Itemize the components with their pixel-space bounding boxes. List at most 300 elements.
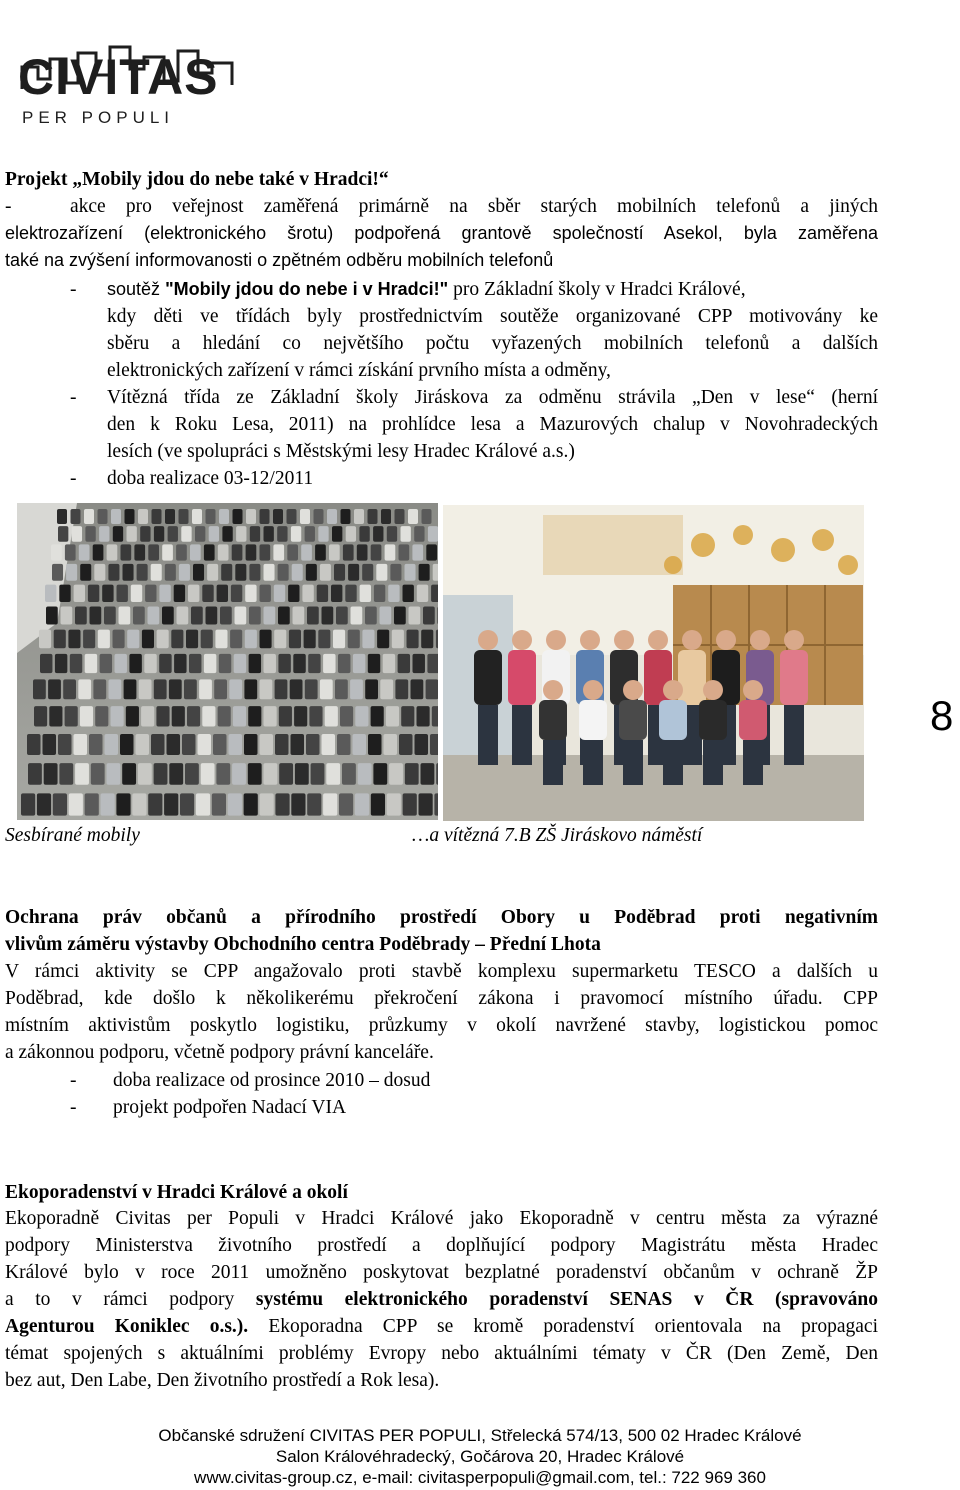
phone-shape <box>327 509 337 524</box>
phone-shape <box>44 763 58 785</box>
person-legs <box>623 740 643 785</box>
phone-shape <box>342 763 356 785</box>
phone-shape <box>395 679 408 699</box>
phone-shape <box>343 544 354 560</box>
phone-shape <box>125 509 135 524</box>
phone-shape <box>417 585 428 602</box>
person-body <box>780 650 808 705</box>
phone-shape <box>308 654 320 673</box>
phone-shape <box>148 544 159 560</box>
phone-shape <box>436 630 438 649</box>
phone-shape <box>70 654 82 673</box>
phone-shape <box>199 679 212 699</box>
bullet1-line1: akce pro veřejnost zaměřená primárně na sběr starých mobilních telefonů a jiných <box>70 196 878 217</box>
phone-shape <box>279 763 293 785</box>
phone-shape <box>336 607 348 625</box>
phone-shape <box>84 509 94 524</box>
caption-phones: Sesbírané mobily <box>5 825 140 846</box>
person-head <box>614 630 634 650</box>
phone-shape <box>323 654 335 673</box>
phone-shape <box>431 585 438 602</box>
phone-shape <box>322 607 334 625</box>
phone-shape <box>291 734 305 755</box>
phone-shape <box>260 544 271 560</box>
phone-shape <box>28 763 42 785</box>
phone-shape <box>196 793 210 815</box>
phone-shape <box>168 526 178 542</box>
phone-shape <box>403 793 417 815</box>
phone-shape <box>264 607 276 625</box>
phone-shape <box>88 585 99 602</box>
phone-shape <box>371 706 384 726</box>
phone-shape <box>275 734 289 755</box>
phone-shape <box>57 509 67 524</box>
phone-shape <box>116 793 130 815</box>
caption-class: …a vítězná 7.B ZŠ Jiráskovo náměstí <box>412 825 703 846</box>
phone-shape <box>115 654 127 673</box>
phone-shape <box>159 585 170 602</box>
phone-shape <box>436 763 438 785</box>
phone-shape <box>127 526 137 542</box>
phone-shape <box>346 526 356 542</box>
phone-shape <box>201 630 213 649</box>
phone-shape <box>345 585 356 602</box>
person-head <box>716 630 736 650</box>
phone-shape <box>204 544 215 560</box>
phone-shape <box>362 630 374 649</box>
person-legs <box>543 740 563 785</box>
phone-shape <box>422 509 432 524</box>
phone-shape <box>260 585 271 602</box>
obory-para-line2: Poděbrad, kde došlo k několikerému překročení zákona i pravomocí místního úřadu. CPP <box>5 988 878 1009</box>
phone-shape <box>394 607 406 625</box>
phone-shape <box>318 526 328 542</box>
phone-shape <box>202 585 213 602</box>
phone-shape <box>179 564 190 581</box>
phone-shape <box>403 585 414 602</box>
phone-shape <box>144 654 156 673</box>
phone-shape <box>305 679 318 699</box>
phone-shape <box>405 763 419 785</box>
phone-shape <box>380 679 393 699</box>
phone-shape <box>278 564 289 581</box>
phone-shape <box>426 544 437 560</box>
phone-shape <box>295 763 309 785</box>
phone-shape <box>373 526 383 542</box>
phone-shape <box>275 793 289 815</box>
phone-shape <box>293 654 305 673</box>
phone-shape <box>413 654 425 673</box>
phone-shape <box>37 793 51 815</box>
phone-shape <box>421 630 433 649</box>
phone-shape <box>332 526 342 542</box>
phone-shape <box>156 706 169 726</box>
person-legs <box>784 705 804 765</box>
phone-shape <box>244 734 258 755</box>
bullet2-lead: soutěž <box>107 279 161 299</box>
phone-shape <box>154 526 164 542</box>
person-body <box>678 650 706 705</box>
phone-shape <box>233 509 243 524</box>
phone-shape <box>351 607 363 625</box>
phone-shape <box>387 526 397 542</box>
phone-shape <box>260 734 274 755</box>
bullet3-line1: Vítězná třída ze Základní školy Jiráskova za odměnu strávila „Den v lese“ (herní <box>107 387 878 408</box>
bullet2-line2: kdy děti ve třídách byly prostřednictvím soutěže organizované CPP motivovány ke <box>107 306 878 327</box>
phone-shape <box>71 509 81 524</box>
section-title-ekoporadenstvi: Ekoporadenství v Hradci Králové a okolí <box>5 1182 348 1203</box>
eko-line5 <box>5 1313 878 1340</box>
person-body <box>739 700 767 740</box>
phone-shape <box>228 793 242 815</box>
phones-illustration <box>17 503 438 820</box>
phone-shape <box>49 706 62 726</box>
phone-shape <box>198 734 212 755</box>
phone-shape <box>55 654 67 673</box>
phone-shape <box>380 607 392 625</box>
phone-shape <box>216 763 230 785</box>
logo-wordmark: CIVITAS <box>18 49 219 105</box>
phone-shape <box>94 564 105 581</box>
phone-shape <box>409 607 421 625</box>
phone-shape <box>307 793 321 815</box>
person-head <box>546 630 566 650</box>
phone-shape <box>142 630 154 649</box>
phone-shape <box>218 706 231 726</box>
phone-shape <box>113 630 125 649</box>
phone-shape <box>246 544 257 560</box>
phone-shape <box>398 654 410 673</box>
person-body <box>508 650 536 705</box>
phone-shape <box>209 526 219 542</box>
phone-shape <box>222 526 232 542</box>
phone-shape <box>335 679 348 699</box>
person-head <box>580 630 600 650</box>
phone-shape <box>357 544 368 560</box>
phone-shape <box>432 706 438 726</box>
phone-shape <box>53 793 67 815</box>
phone-shape <box>275 679 288 699</box>
phone-shape <box>434 793 438 815</box>
phone-shape <box>171 630 183 649</box>
phone-shape <box>419 793 433 815</box>
phone-shape <box>428 526 438 542</box>
phone-shape <box>260 630 272 649</box>
phone-shape <box>246 509 256 524</box>
photo-collected-phones <box>17 503 438 820</box>
footer-address: Občanské sdružení CIVITAS PER POPULI, Střelecká 574/13, 500 02 Hradec Králové <box>158 1426 802 1445</box>
phone-shape <box>65 706 78 726</box>
eko-line4-bold: systému elektronického poradenství SENAS v ČR (spravováno <box>255 1289 878 1310</box>
phone-shape <box>426 679 438 699</box>
phone-shape <box>371 544 382 560</box>
phone-shape <box>132 793 146 815</box>
person-legs <box>512 705 532 765</box>
phone-shape <box>58 734 72 755</box>
phone-shape <box>159 654 171 673</box>
phone-shape <box>338 654 350 673</box>
phone-shape <box>113 526 123 542</box>
phone-shape <box>185 763 199 785</box>
phone-shape <box>388 585 399 602</box>
bullet-dash: - <box>70 387 77 408</box>
phone-shape <box>322 734 336 755</box>
eko-line1: Ekoporadně Civitas per Populi v Hradci Králové jako Ekoporadně v centru města za výrazné <box>5 1208 878 1229</box>
phone-shape <box>292 564 303 581</box>
phone-shape <box>386 706 399 726</box>
phone-shape <box>325 706 338 726</box>
phone-shape <box>304 630 316 649</box>
phone-shape <box>126 706 139 726</box>
phone-shape <box>127 630 139 649</box>
phone-shape <box>374 585 385 602</box>
phone-shape <box>377 630 389 649</box>
phone-shape <box>399 544 410 560</box>
phone-shape <box>411 679 424 699</box>
person-head <box>682 630 702 650</box>
class-illustration <box>443 505 864 821</box>
person-legs <box>663 740 683 785</box>
phone-shape <box>189 654 201 673</box>
phone-shape <box>52 564 63 581</box>
person-legs <box>478 705 498 765</box>
phone-shape <box>195 526 205 542</box>
person-legs <box>583 740 603 785</box>
person-head <box>784 630 804 650</box>
phone-shape <box>245 585 256 602</box>
phone-shape <box>93 544 104 560</box>
phone-shape <box>145 585 156 602</box>
person-head <box>743 680 763 700</box>
bullet2-line3: sběru a hledání co největšího počtu vyřazených mobilních telefonů a dalších <box>107 333 878 354</box>
phone-shape <box>138 763 152 785</box>
phone-shape <box>136 734 150 755</box>
phone-shape <box>69 793 83 815</box>
phone-shape <box>201 763 215 785</box>
obory-para-line3: místním aktivistům poskytlo logistiku, průzkumy v okolí navržené stavby, logistickou pomoc <box>5 1015 878 1036</box>
phone-shape <box>405 564 416 581</box>
eko-line3: Králové bylo v roce 2011 umožněno poskytovat bezplatné poradenství občanům v ochraně ŽP <box>5 1262 878 1283</box>
phone-shape <box>329 544 340 560</box>
person-head <box>623 680 643 700</box>
phone-shape <box>358 763 372 785</box>
phone-shape <box>301 544 312 560</box>
phone-shape <box>74 734 88 755</box>
phone-shape <box>305 526 315 542</box>
phone-shape <box>46 607 58 625</box>
person-body <box>699 700 727 740</box>
phone-shape <box>148 607 160 625</box>
phone-shape <box>124 679 137 699</box>
phone-shape <box>287 544 298 560</box>
phone-shape <box>129 654 141 673</box>
phone-shape <box>353 654 365 673</box>
bullet-dash: - <box>70 1097 77 1118</box>
phone-shape <box>148 793 162 815</box>
phone-shape <box>80 706 93 726</box>
phone-shape <box>59 585 70 602</box>
phone-shape <box>348 564 359 581</box>
bullet2-rest: pro Základní školy v Hradci Králové, <box>453 279 746 300</box>
phone-shape <box>399 734 413 755</box>
section-title-obory-line1: Ochrana práv občanů a přírodního prostředí Obory u Poděbrad proti negativním <box>5 907 878 928</box>
phone-shape <box>157 630 169 649</box>
footer-salon: Salon Královéhradecký, Gočárova 20, Hradec Králové <box>275 1447 685 1466</box>
phone-shape <box>264 654 276 673</box>
bullet2-line1 <box>107 276 746 303</box>
phone-shape <box>248 706 261 726</box>
phone-shape <box>307 607 319 625</box>
phone-shape <box>105 734 119 755</box>
phone-shape <box>389 763 403 785</box>
phone-shape <box>133 607 145 625</box>
phone-shape <box>107 544 118 560</box>
phone-shape <box>408 509 418 524</box>
phone-shape <box>359 526 369 542</box>
person-head <box>543 680 563 700</box>
section-title-obory-line2: vlivům záměru výstavby Obchodního centra Poděbrady – Přední Lhota <box>5 934 601 955</box>
phone-shape <box>39 630 51 649</box>
phone-shape <box>179 509 189 524</box>
section-title-mobily: Projekt „Mobily jdou do nebe také v Hradci!“ <box>5 169 389 190</box>
person-head <box>663 680 683 700</box>
phone-shape <box>167 734 181 755</box>
phone-shape <box>190 544 201 560</box>
phone-shape <box>162 544 173 560</box>
phone-shape <box>309 706 322 726</box>
phone-shape <box>290 679 303 699</box>
phone-shape <box>212 793 226 815</box>
phone-shape <box>339 793 353 815</box>
phone-shape <box>169 679 182 699</box>
phone-shape <box>154 763 168 785</box>
phone-shape <box>193 564 204 581</box>
phone-shape <box>294 706 307 726</box>
phone-shape <box>323 793 337 815</box>
bullet-dash: - <box>70 279 77 300</box>
eko-line5-rest: Ekoporadna CPP se kromě poradenství orientovala na propagaci <box>268 1316 878 1337</box>
phone-shape <box>180 793 194 815</box>
phone-shape <box>66 564 77 581</box>
phone-shape <box>264 526 274 542</box>
phone-shape <box>218 544 229 560</box>
phone-shape <box>221 564 232 581</box>
phone-shape <box>230 630 242 649</box>
phone-shape <box>291 526 301 542</box>
phone-shape <box>111 509 121 524</box>
phone-shape <box>293 607 305 625</box>
phone-shape <box>376 564 387 581</box>
phone-shape <box>320 679 333 699</box>
phone-shape <box>21 793 35 815</box>
phone-shape <box>274 630 286 649</box>
phone-shape <box>229 679 242 699</box>
phone-shape <box>390 564 401 581</box>
phone-shape <box>79 544 90 560</box>
phone-shape <box>164 793 178 815</box>
phone-shape <box>152 509 162 524</box>
phone-shape <box>34 706 47 726</box>
person-body <box>539 700 567 740</box>
phone-shape <box>95 706 108 726</box>
bullet4-text: doba realizace 03-12/2011 <box>107 468 314 489</box>
phone-shape <box>407 630 419 649</box>
phone-shape <box>100 654 112 673</box>
person-head <box>478 630 498 650</box>
phone-shape <box>162 607 174 625</box>
phone-shape <box>433 564 438 581</box>
phone-shape <box>314 509 324 524</box>
phone-shape <box>421 763 435 785</box>
phone-shape <box>248 763 262 785</box>
phone-shape <box>368 509 378 524</box>
phone-shape <box>368 654 380 673</box>
phone-shape <box>48 679 61 699</box>
phone-shape <box>233 706 246 726</box>
phone-shape <box>315 544 326 560</box>
phone-shape <box>373 763 387 785</box>
phone-shape <box>273 509 283 524</box>
phone-shape <box>219 509 229 524</box>
phone-shape <box>176 544 187 560</box>
phone-shape <box>306 734 320 755</box>
phone-shape <box>320 564 331 581</box>
person-body <box>619 700 647 740</box>
phone-shape <box>98 630 110 649</box>
obory-para-line4: a zákonnou podporu, včetně podpory právní kanceláře. <box>5 1042 434 1063</box>
phone-shape <box>355 793 369 815</box>
person-body <box>579 700 607 740</box>
phone-shape <box>104 607 116 625</box>
phone-shape <box>58 526 68 542</box>
phone-shape <box>75 607 87 625</box>
phone-shape <box>260 509 270 524</box>
person-head <box>512 630 532 650</box>
obory-para-line1: V rámci aktivity se CPP angažovalo proti stavbě komplexu supermarketu TESCO a dalších u <box>5 961 878 982</box>
phone-shape <box>40 654 52 673</box>
person-head <box>750 630 770 650</box>
phone-shape <box>63 679 76 699</box>
phone-shape <box>341 509 351 524</box>
phone-shape <box>165 509 175 524</box>
phone-shape <box>202 706 215 726</box>
bullet2-line4: elektronických zařízení v rámci získání prvního místa a odměny, <box>107 360 611 381</box>
phone-shape <box>169 763 183 785</box>
phone-shape <box>365 607 377 625</box>
eko-line2: podpory Ministerstva životního prostředí a doplňující podpory Magistrátu města Hradec <box>5 1235 878 1256</box>
phone-shape <box>289 630 301 649</box>
phone-shape <box>43 734 57 755</box>
phone-shape <box>362 564 373 581</box>
phone-shape <box>219 654 231 673</box>
photo-winning-class <box>443 505 864 821</box>
phone-shape <box>184 679 197 699</box>
phone-shape <box>139 679 152 699</box>
phone-shape <box>72 526 82 542</box>
phone-shape <box>419 564 430 581</box>
phone-shape <box>401 706 414 726</box>
phone-shape <box>85 526 95 542</box>
phone-shape <box>91 763 105 785</box>
phone-shape <box>191 607 203 625</box>
phone-shape <box>395 509 405 524</box>
phone-shape <box>278 654 290 673</box>
phone-shape <box>151 564 162 581</box>
phone-shape <box>260 793 274 815</box>
bullet3-line2: den k Roku Lesa, 2011) na prohlídce lesa a Mazurových chalup v Novohradeckých <box>107 414 878 435</box>
phone-shape <box>89 734 103 755</box>
phone-shape <box>174 654 186 673</box>
